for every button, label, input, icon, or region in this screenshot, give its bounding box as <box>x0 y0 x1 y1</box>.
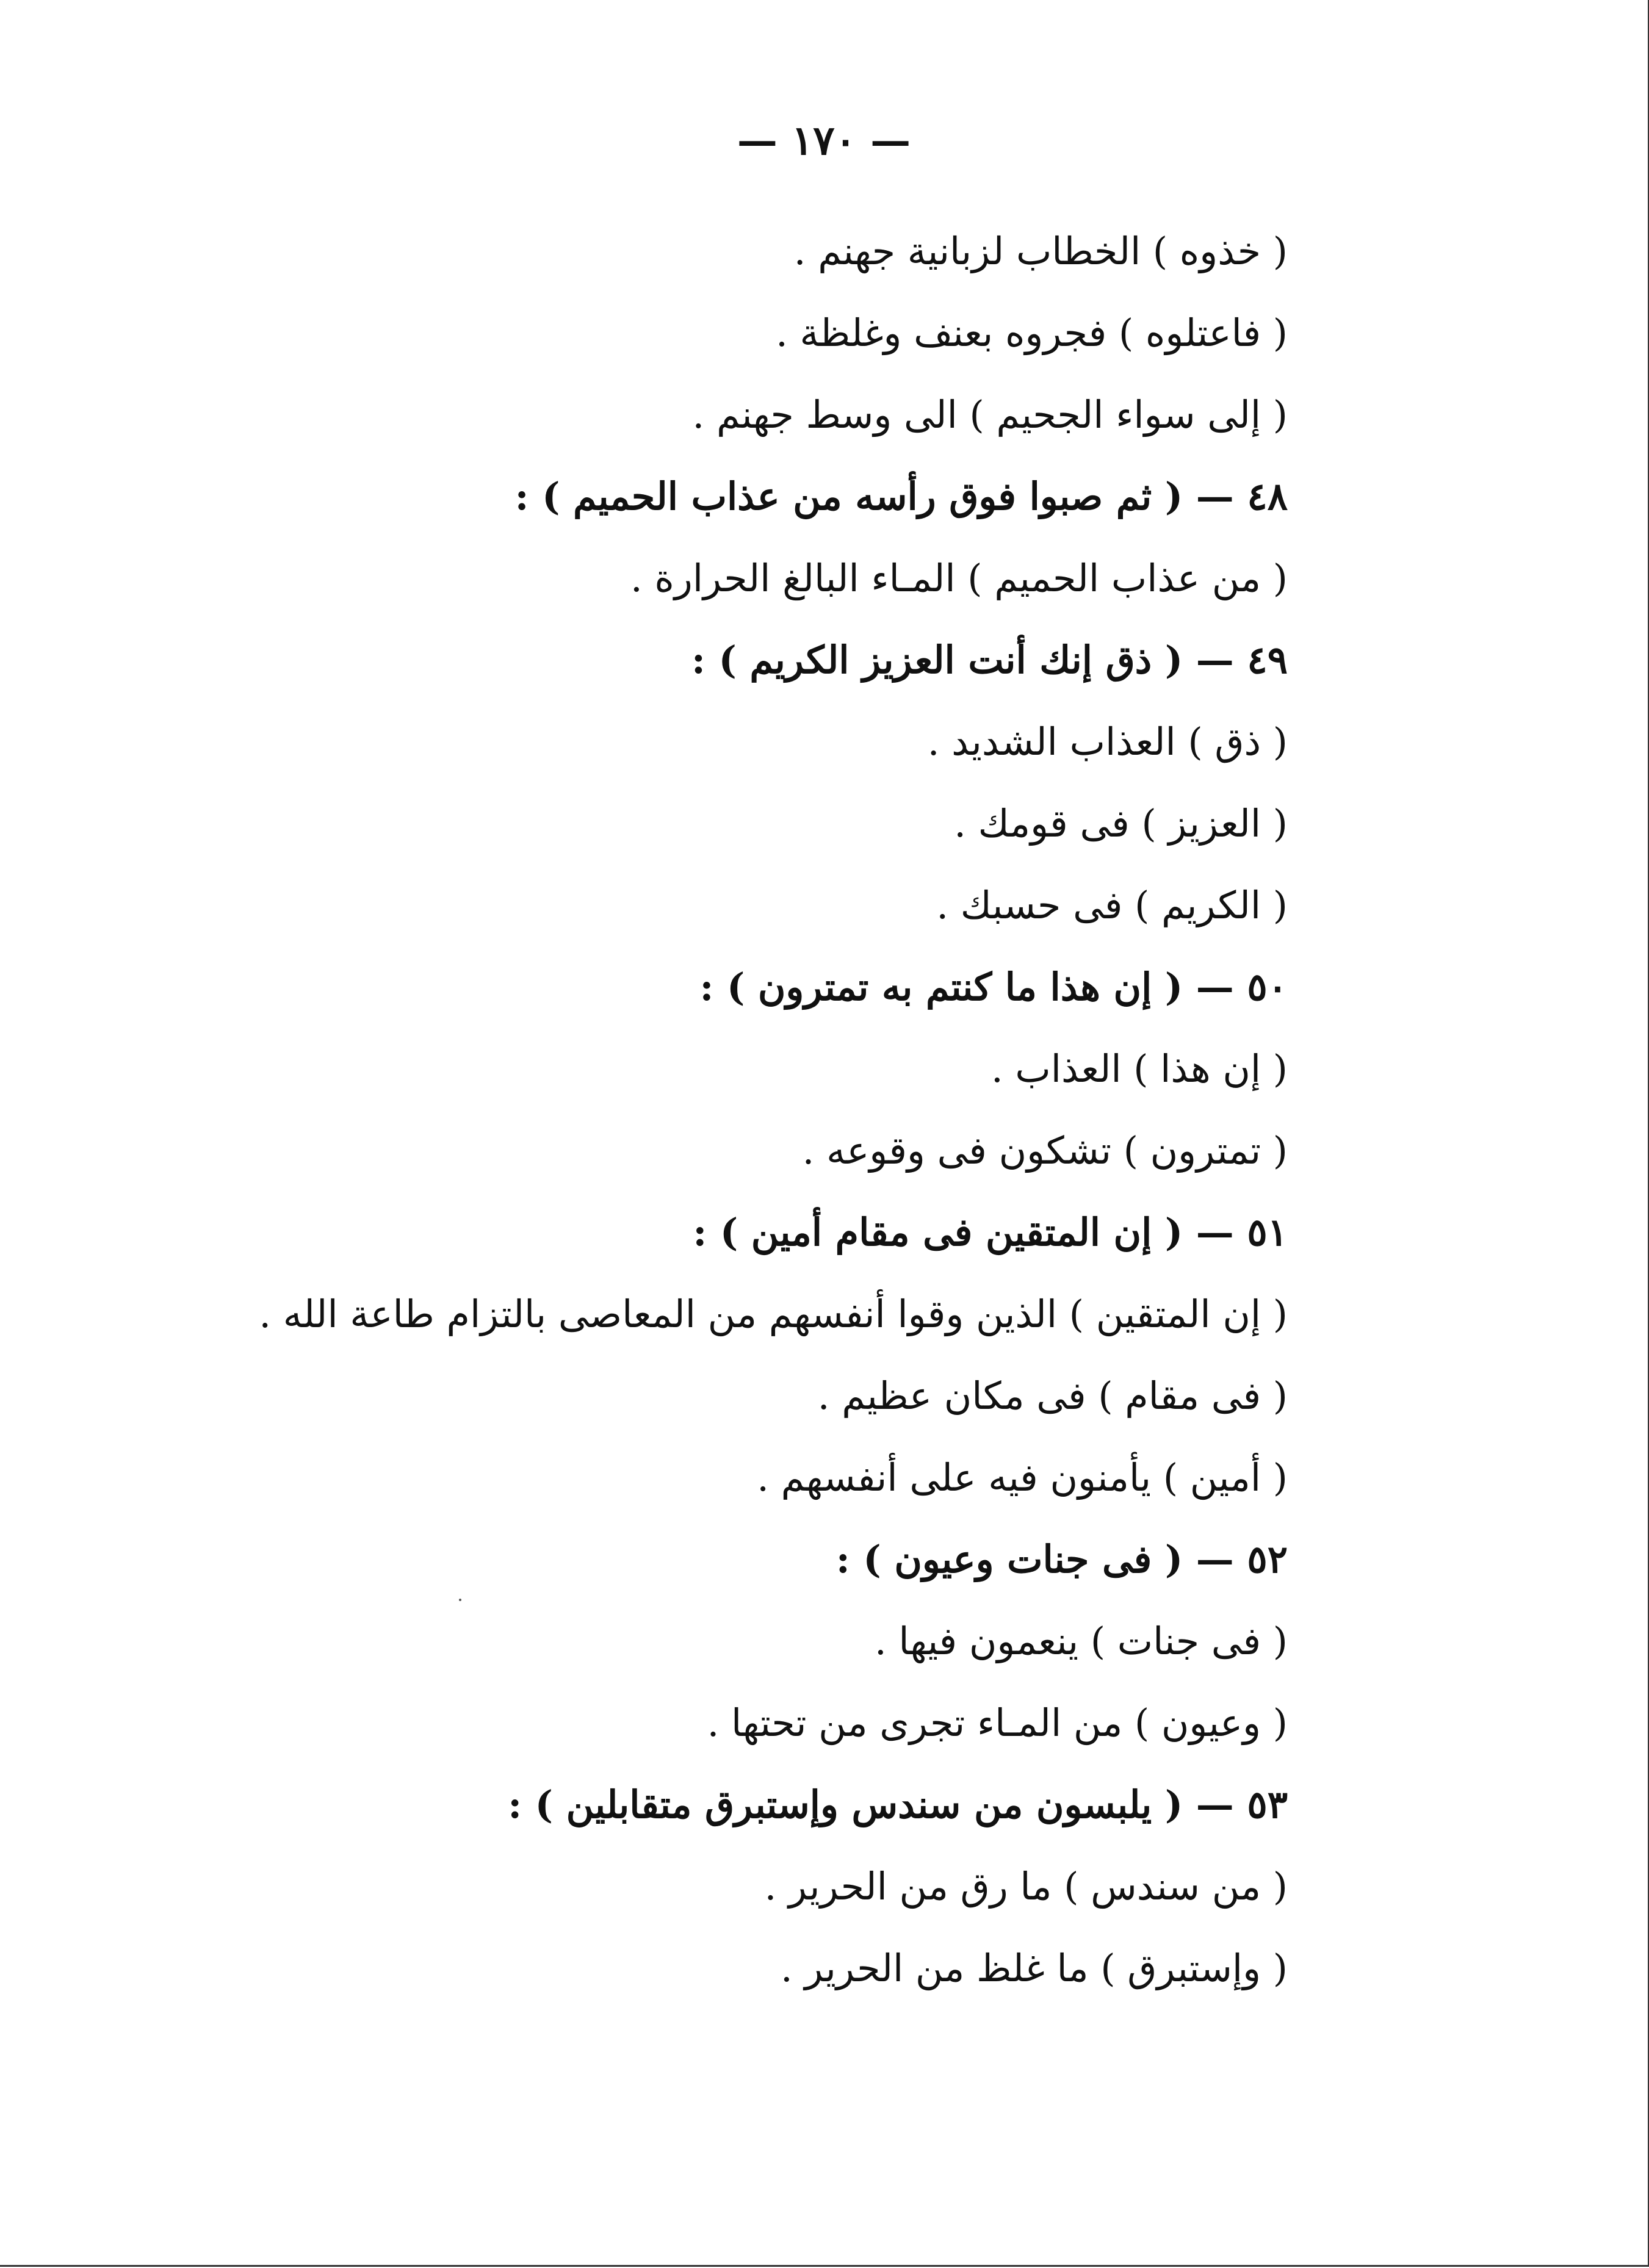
text-line: ( أمين ) يأمنون فيه على أنفسهم . <box>757 1455 1288 1500</box>
text-line: ( من سندس ) ما رق من الحرير . <box>764 1864 1288 1909</box>
verse-heading: ٥٢ — ( فى جنات وعيون ) : <box>835 1537 1288 1582</box>
text-line: ( الكريم ) فى حسبك . <box>936 883 1288 927</box>
text-line: ( وعيون ) من المـاء تجرى من تحتها . <box>707 1701 1288 1745</box>
page-text <box>189 211 1288 2009</box>
verse-heading: ٤٩ — ( ذق إنك أنت العزيز الكريم ) : <box>691 638 1288 682</box>
scan-speck <box>459 1599 461 1601</box>
text-line: ( إن هذا ) العذاب . <box>990 1046 1288 1091</box>
verse-heading: ٥٣ — ( يلبسون من سندس وإستبرق متقابلين ) : <box>508 1782 1288 1827</box>
text-line: ( فى مقام ) فى مكان عظيم . <box>817 1373 1288 1418</box>
text-line: ( فاعتلوه ) فجروه بعنف وغلظة . <box>776 311 1288 355</box>
text-line: ( ذق ) العذاب الشديد . <box>927 719 1288 764</box>
text-line: ( العزيز ) فى قومك . <box>954 801 1288 846</box>
text-line: ( فى جنات ) ينعمون فيها . <box>874 1619 1288 1663</box>
text-line: ( خذوه ) الخطاب لزبانية جهنم . <box>793 229 1288 273</box>
text-line: ( وإستبرق ) ما غلظ من الحرير . <box>780 1946 1288 1990</box>
page-number: — ١٧٠ — <box>737 117 911 164</box>
verse-heading: ٥٠ — ( إن هذا ما كنتم به تمترون ) : <box>699 965 1288 1009</box>
verse-heading: ٥١ — ( إن المتقين فى مقام أمين ) : <box>693 1210 1288 1255</box>
text-line: ( إن المتقين ) الذين وقوا أنفسهم من المعاصى بالتزام طاعة الله . <box>259 1292 1288 1336</box>
text-line: ( من عذاب الحميم ) المـاء البالغ الحرارة . <box>630 556 1288 600</box>
text-line: ( إلى سواء الجحيم ) الى وسط جهنم . <box>692 392 1288 437</box>
text-line: ( تمترون ) تشكون فى وقوعه . <box>802 1128 1288 1173</box>
verse-heading: ٤٨ — ( ثم صبوا فوق رأسه من عذاب الحميم ) : <box>514 474 1288 519</box>
